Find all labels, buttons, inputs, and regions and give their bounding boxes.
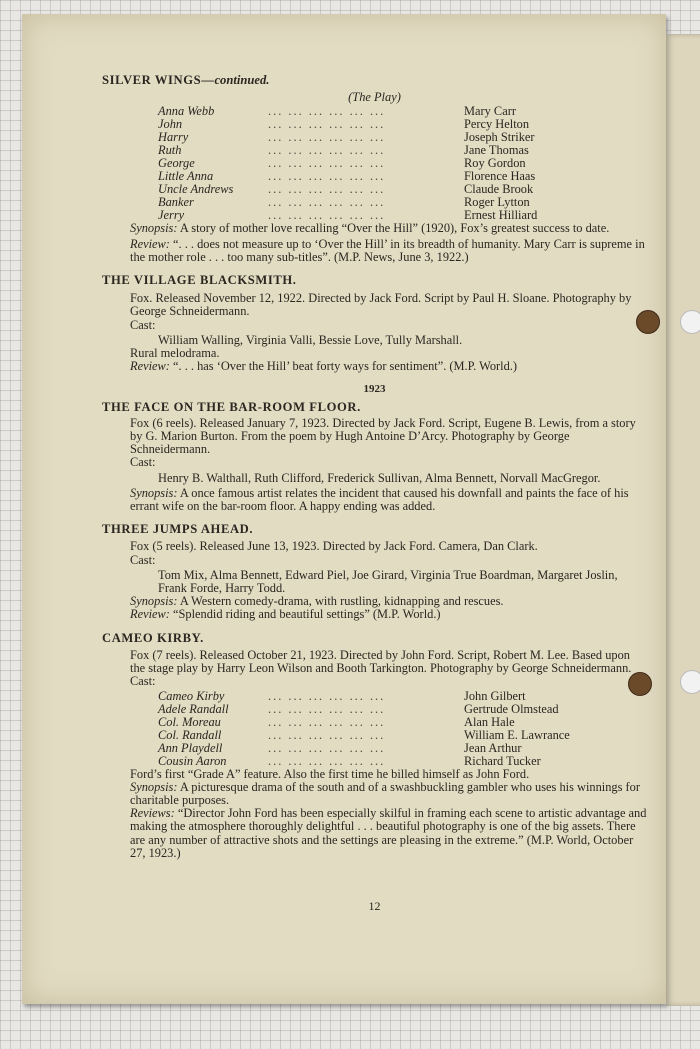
synopsis: Synopsis: A once famous artist relates the incident that caused his downfall and paints the face of his errant wife on the bar-room floor. A happy ending was added. — [130, 485, 629, 514]
leader-dots: ... ... ... ... ... ... — [268, 105, 386, 119]
section-heading: CAMEO KIRBY. — [102, 630, 204, 645]
cast-role: Ruth — [158, 143, 182, 158]
cast-row — [102, 729, 647, 742]
cast-actor: Richard Tucker — [464, 753, 541, 768]
cast-list — [102, 690, 647, 768]
cast-row — [102, 131, 647, 144]
leader-dots: ... ... ... ... ... ... — [268, 754, 386, 768]
cast-list — [102, 105, 647, 222]
genre: Rural melodrama. — [130, 346, 220, 361]
cast-actor: Roy Gordon — [464, 156, 526, 171]
review: Review: “. . . has ‘Over the Hill’ beat forty ways for sentiment”. (M.P. World.) — [130, 359, 518, 374]
cast-label: Cast: — [130, 674, 156, 689]
leader-dots: ... ... ... ... ... ... — [268, 131, 386, 145]
cast-actor: Mary Carr — [464, 104, 516, 119]
cast-role: Col. Randall — [158, 727, 222, 742]
leader-dots: ... ... ... ... ... ... — [268, 118, 386, 132]
cast-role: Little Anna — [158, 169, 214, 184]
cast-actor: Jean Arthur — [464, 740, 522, 755]
section-heading: THE FACE ON THE BAR-ROOM FLOOR. — [102, 399, 361, 414]
binding-hole — [680, 310, 700, 334]
leader-dots: ... ... ... ... ... ... — [268, 209, 386, 223]
synopsis: Synopsis: A Western comedy-drama, with rustling, kidnapping and rescues. — [130, 594, 504, 609]
synopsis: Synopsis: A picturesque drama of the south and of a swashbuckling gambler who uses his winnings for charitable purposes. — [130, 779, 640, 807]
cast-actor: Roger Lytton — [464, 195, 530, 210]
subheading: (The Play) — [348, 90, 401, 105]
cast-actor: William E. Lawrance — [464, 727, 570, 742]
cast-role: Cameo Kirby — [158, 688, 225, 703]
cast-role: Col. Moreau — [158, 714, 221, 729]
cast-role: Banker — [158, 195, 194, 210]
cast-actor: Alan Hale — [464, 714, 515, 729]
cast-label: Cast: — [130, 552, 156, 567]
cast-role: Cousin Aaron — [158, 753, 227, 768]
cast-role: John — [158, 117, 183, 132]
year-heading: 1923 — [363, 383, 386, 396]
cast-role: Adele Randall — [158, 701, 229, 716]
section-heading: SILVER WINGS—continued. — [102, 73, 270, 87]
film-info: Fox (6 reels). Released January 7, 1923. Directed by Jack Ford. Script, Eugene B. Lewis, from a story by G. Marion Burton. From the poem by Hugh Antoine D’Arcy. Photography by George Schneidermann. — [130, 415, 636, 457]
cast-list: Henry B. Walthall, Ruth Clifford, Frederick Sullivan, Alma Bennett, Norvall MacGregor. — [158, 470, 601, 485]
note: Ford’s first “Grade A” feature. Also the first time he billed himself as John Ford. — [130, 766, 530, 781]
cast-role: Ann Playdell — [158, 740, 223, 755]
review: Review: “. . . does not measure up to ‘Over the Hill’ in its breadth of humanity. Mary Carr is supreme in the mother role . . . too many sub-titles”. (M.P. News, June 3, 1922.) — [130, 236, 645, 264]
leader-dots: ... ... ... ... ... ... — [268, 196, 386, 210]
cast-actor: Florence Haas — [464, 169, 536, 184]
leader-dots: ... ... ... ... ... ... — [268, 170, 386, 184]
leader-dots: ... ... ... ... ... ... — [268, 728, 386, 742]
cast-row — [102, 105, 647, 118]
cast-actor: John Gilbert — [464, 688, 526, 703]
cast-row — [102, 703, 647, 716]
cast-row — [102, 690, 647, 703]
cast-actor: Joseph Striker — [464, 130, 535, 145]
cast-label: Cast: — [130, 455, 156, 470]
cast-actor: Ernest Hilliard — [464, 208, 538, 223]
book-page — [22, 14, 666, 1004]
cast-actor: Percy Helton — [464, 117, 530, 132]
section-heading: THREE JUMPS AHEAD. — [102, 522, 254, 537]
cast-row — [102, 755, 647, 768]
cast-label: Cast: — [130, 317, 156, 332]
binding-hole — [680, 670, 700, 694]
cast-row — [102, 716, 647, 729]
cast-role: George — [158, 156, 195, 171]
leader-dots: ... ... ... ... ... ... — [268, 144, 386, 158]
leader-dots: ... ... ... ... ... ... — [268, 715, 386, 729]
cast-actor: Gertrude Olmstead — [464, 701, 559, 716]
page-number: 12 — [368, 899, 381, 913]
cast-row — [102, 742, 647, 755]
facing-page-edge — [666, 34, 700, 1006]
cast-role: Jerry — [158, 208, 185, 223]
review: Review: “Splendid riding and beautiful settings” (M.P. World.) — [130, 607, 441, 622]
section-heading: THE VILLAGE BLACKSMITH. — [102, 273, 297, 288]
cast-role: Uncle Andrews — [158, 182, 234, 197]
leader-dots: ... ... ... ... ... ... — [268, 702, 386, 716]
page-content — [102, 73, 647, 913]
cast-actor: Claude Brook — [464, 182, 534, 197]
synopsis: Synopsis: A story of mother love recalling “Over the Hill” (1920), Fox’s greatest success to date. — [130, 221, 610, 236]
film-info: Fox (7 reels). Released October 21, 1923. Directed by John Ford. Script, Robert M. Lee. Based upon the stage play by Harry Leon Wilson and Booth Tarkington. Photography by George Schneidermann. — [130, 647, 632, 676]
leader-dots: ... ... ... ... ... ... — [268, 157, 386, 171]
cast-actor: Jane Thomas — [464, 143, 529, 158]
leader-dots: ... ... ... ... ... ... — [268, 741, 386, 755]
cast-role: Anna Webb — [158, 104, 215, 119]
leader-dots: ... ... ... ... ... ... — [268, 689, 386, 703]
cast-list: Tom Mix, Alma Bennett, Edward Piel, Joe Girard, Virginia True Boardman, Margaret Joslin, Frank Forde, Harry Todd. — [158, 567, 618, 596]
reviews: Reviews: “Director John Ford has been especially skilful in framing each scene to artistic advantage and making the atmosphere thoroughly delightful . . . beautiful photography is one of the big assets. There are any number of attractive shots and the settings are pleasing in the extreme.” (M.P. World, October 27, 1923.) — [130, 806, 647, 860]
cast-list: William Walling, Virginia Valli, Bessie Love, Tully Marshall. — [158, 332, 463, 347]
cast-role: Harry — [158, 130, 189, 145]
film-info: Fox. Released November 12, 1922. Directed by Jack Ford. Script by Paul H. Sloane. Photography by George Schneidermann. — [130, 291, 632, 319]
film-info: Fox (5 reels). Released June 13, 1923. Directed by Jack Ford. Camera, Dan Clark. — [130, 539, 538, 554]
leader-dots: ... ... ... ... ... ... — [268, 183, 386, 197]
